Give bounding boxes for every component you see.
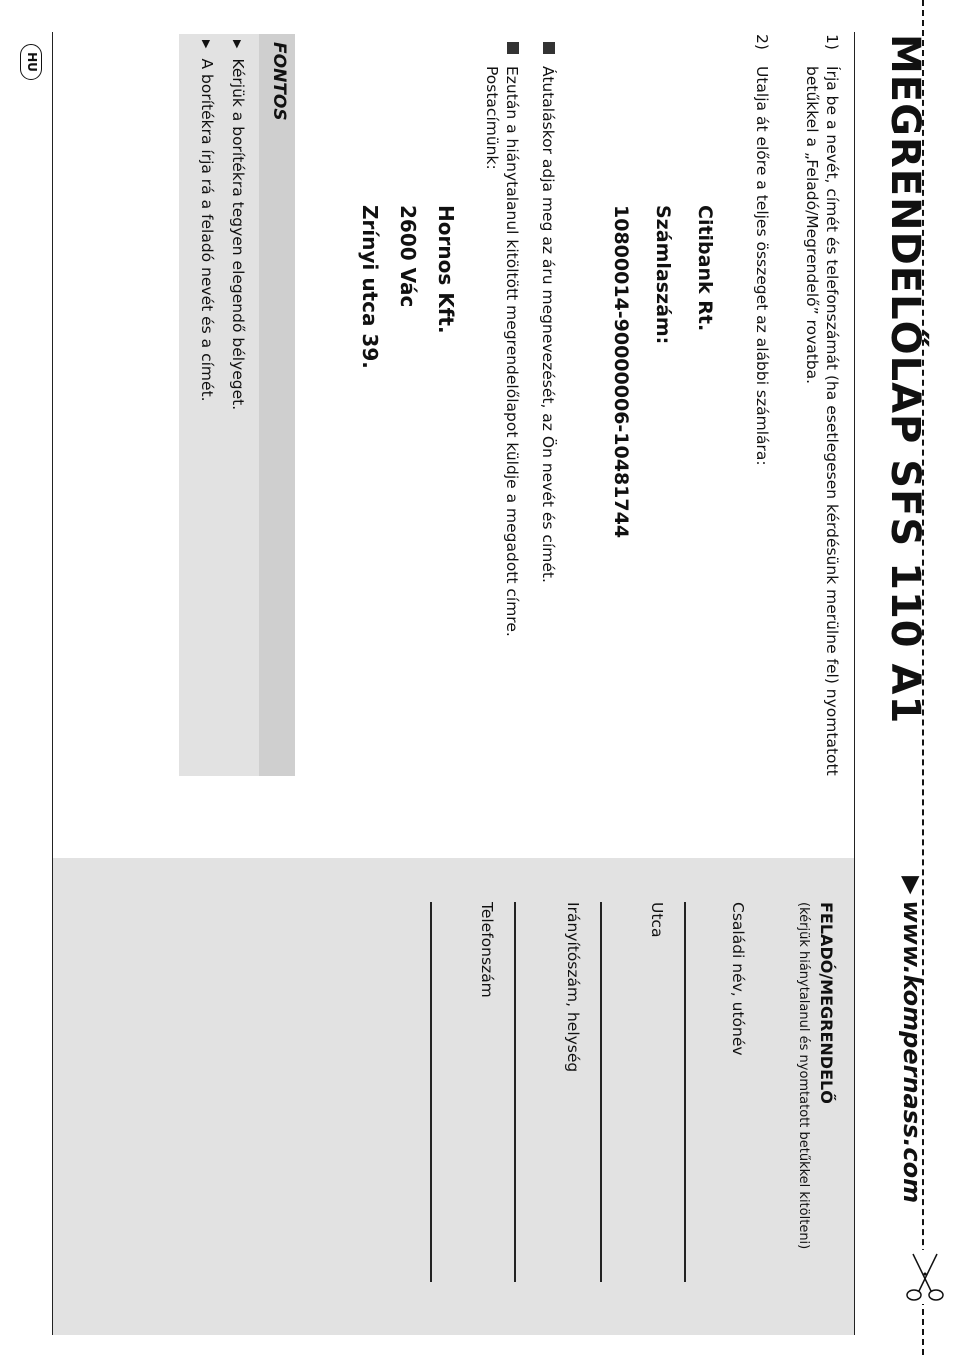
city-field[interactable] — [515, 902, 517, 1282]
field-label-city: Irányítószám, helység — [564, 902, 582, 1073]
important-header — [259, 34, 295, 776]
bullet-text: Ezután a hiánytalanul kitöltött megrendelőlapot küldje a megadott címre. Postacímünk: — [483, 66, 521, 637]
website-url[interactable]: www.kompernass.com — [898, 900, 926, 1204]
step-number: 2) — [753, 34, 771, 50]
arrow-icon: ▶ — [898, 876, 926, 895]
triangle-bullet-icon: ▶ — [231, 40, 244, 49]
sender-heading: FELADÓ/MEGRENDELŐ — [817, 902, 836, 1104]
page-title: MEGRENDELŐLAP SFS 110 A1 — [882, 34, 928, 725]
important-item — [198, 40, 216, 402]
square-bullet-icon — [507, 42, 519, 54]
important-item-text: A borítékra írja rá a feladó nevét és a címét. — [198, 58, 216, 402]
account-label: Számlaszám: — [652, 205, 674, 345]
bullet-item — [538, 66, 558, 836]
address-line: Zrínyi utca 39. — [358, 205, 382, 369]
street-field[interactable] — [601, 902, 603, 1282]
bullet-item — [482, 66, 522, 726]
step-text: Írja be a nevét, címét és telefonszámát (ha esetlegesen kérdésünk merülne fel) nyomtatott betűkkel a „Feladó/Megrendelő” rovatba. — [803, 66, 841, 776]
field-label-phone: Telefonszám — [478, 902, 496, 998]
field-label-street: Utca — [648, 902, 666, 938]
website-link[interactable] — [898, 876, 926, 1203]
step-1 — [802, 34, 842, 836]
field-label-name: Családi név, utónév — [729, 902, 747, 1056]
step-text: Utalja át előre a teljes összeget az alábbi számlára: — [753, 66, 771, 466]
important-title: FONTOS — [269, 42, 289, 121]
sender-subtext: (kérjük hiánytalanul és nyomtatott betűkkel kitölteni) — [796, 902, 811, 1250]
triangle-bullet-icon: ▶ — [200, 40, 213, 49]
language-badge: HU — [20, 44, 42, 80]
bullet-text: Átutaláskor adja meg az áru megnevezését, az Ön nevét és címét. — [539, 66, 557, 583]
step-2 — [752, 34, 772, 836]
bank-name: Citibank Rt. — [694, 205, 716, 332]
important-item — [229, 40, 247, 410]
phone-field[interactable] — [431, 902, 433, 1282]
name-field[interactable] — [685, 902, 687, 1282]
important-item-text: Kérjük a borítékra tegyen elegendő bélyeget. — [229, 58, 247, 411]
address-line: 2600 Vác — [396, 205, 420, 308]
address-line: Hornos Kft. — [434, 205, 458, 334]
account-number: 10800014-90000006-10481744 — [610, 205, 632, 539]
square-bullet-icon — [543, 42, 555, 54]
step-number: 1) — [823, 34, 841, 50]
